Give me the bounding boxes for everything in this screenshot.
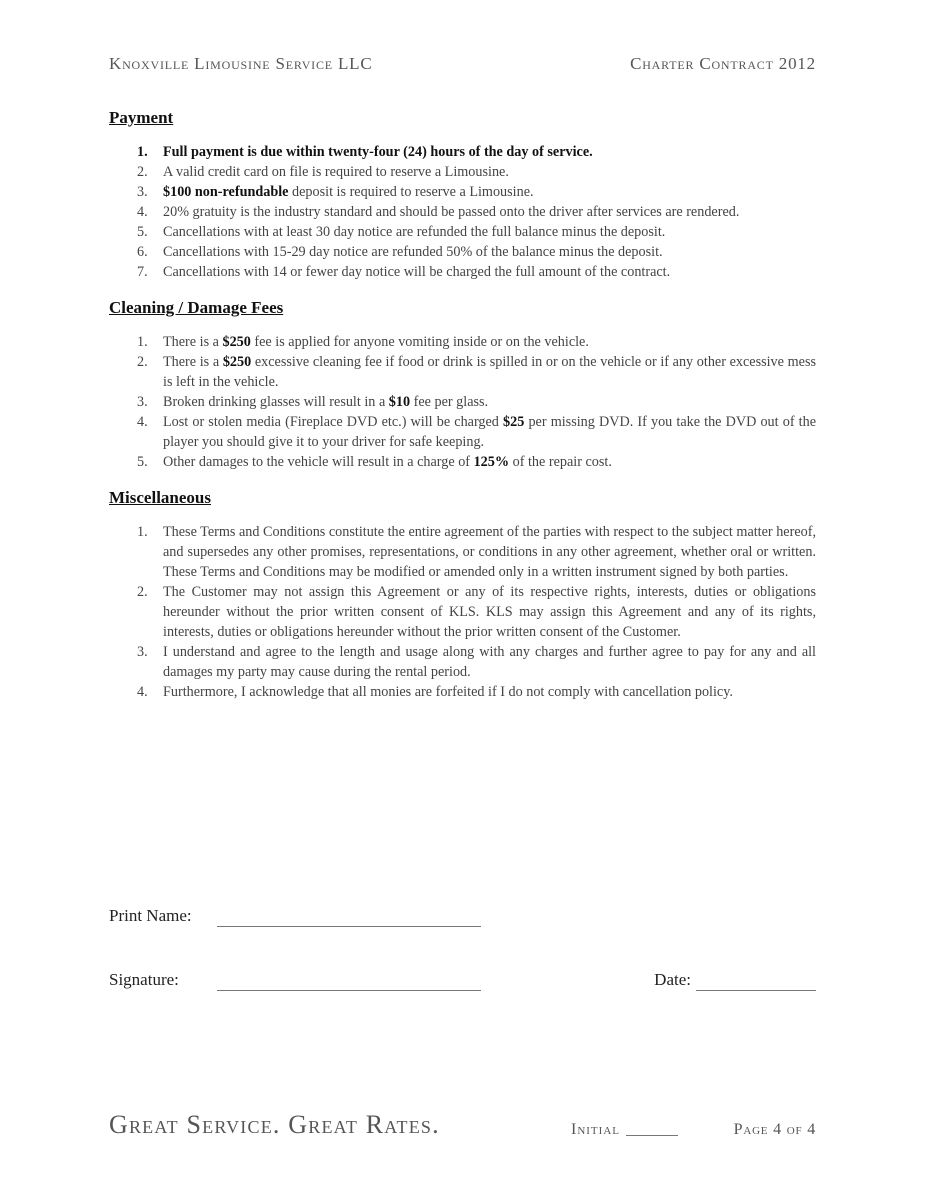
page-footer	[109, 1110, 816, 1150]
list-item-text	[163, 412, 816, 452]
initial-line[interactable]	[626, 1135, 678, 1136]
list-item-text	[163, 332, 816, 352]
list-item-text	[163, 452, 816, 472]
misc-section	[109, 488, 816, 702]
signature-row	[109, 970, 816, 1000]
list-item-number-text: 4.	[137, 204, 148, 220]
list-item-number-text: 3.	[137, 184, 148, 200]
text-run: These Terms and Conditions constitute the entire agreement of the parties with respect to the subject matter hereof, and supersedes any other promises, representations, or conditions in any other agreement, whether oral or written. These Terms and Conditions may be modified or amended only in a written instrument signed by both parties.	[163, 524, 816, 580]
text-run: Cancellations with 15-29 day notice are refunded 50% of the balance minus the deposit.	[163, 244, 663, 260]
list-item-text	[163, 142, 816, 162]
document-title: Charter Contract 2012	[630, 54, 816, 73]
text-run: of the repair cost.	[509, 454, 612, 470]
list-item-number-text: 6.	[137, 244, 148, 260]
list-item-text	[163, 352, 816, 392]
list-item-number-text: 5.	[137, 224, 148, 240]
list-item-number-text: 3.	[137, 644, 148, 660]
list-item-text	[163, 392, 816, 412]
list-item-number	[109, 222, 163, 242]
misc-item	[109, 582, 816, 642]
cleaning-item	[109, 452, 816, 472]
list-item-number-text: 2.	[137, 354, 148, 370]
payment-item	[109, 222, 816, 242]
list-item-text	[163, 222, 816, 242]
list-item-text	[163, 582, 816, 642]
text-run: I understand and agree to the length and usage along with any charges and further agree to pay for any and all damages my party may cause during the rental period.	[163, 644, 816, 680]
text-run: The Customer may not assign this Agreement or any of its respective rights, interests, duties or obligations hereunder without the prior written consent of KLS. KLS may assign this Agreement and any of its rights, interests, duties or obligations hereunder without the prior written consent of the Customer.	[163, 584, 816, 640]
list-item-number	[109, 582, 163, 602]
list-item-number-text: 7.	[137, 264, 148, 280]
misc-item	[109, 682, 816, 702]
emphasized-text: Full payment is due within twenty-four (24) hours of the day of service.	[163, 144, 593, 160]
page-header	[109, 54, 816, 74]
payment-item	[109, 242, 816, 262]
list-item-number-text: 1.	[137, 334, 148, 350]
list-item-number	[109, 332, 163, 352]
text-run: excessive cleaning fee if food or drink is spilled in or on the vehicle or if any other excessive mess is left in the vehicle.	[163, 354, 816, 390]
text-run: 20% gratuity is the industry standard and should be passed onto the driver after services are rendered.	[163, 204, 740, 220]
list-item-text	[163, 682, 816, 702]
text-run: There is a	[163, 334, 223, 350]
initial-field	[571, 1121, 678, 1139]
misc-list	[109, 522, 816, 702]
emphasized-text: $25	[503, 414, 525, 430]
date-line[interactable]	[696, 990, 816, 991]
list-item-text	[163, 522, 816, 582]
signature-label: Signature:	[109, 970, 179, 989]
cleaning-item	[109, 392, 816, 412]
list-item-number	[109, 682, 163, 702]
payment-list	[109, 142, 816, 282]
emphasized-text: $250	[222, 334, 251, 350]
text-run: fee per glass.	[410, 394, 489, 410]
list-item-number	[109, 162, 163, 182]
payment-item	[109, 182, 816, 202]
emphasized-text: $250	[222, 354, 252, 370]
list-item-text	[163, 642, 816, 682]
list-item-number-text: 4.	[137, 414, 148, 430]
cleaning-item	[109, 332, 816, 352]
text-run: per missing DVD. If you take the DVD out of the player you should give it to your driver for safe keeping.	[163, 414, 817, 450]
list-item-number	[109, 642, 163, 662]
list-item-number-text: 2.	[137, 584, 148, 600]
date-label: Date:	[654, 970, 691, 989]
list-item-number-text: 3.	[137, 394, 148, 410]
list-item-number	[109, 392, 163, 412]
text-run: A valid credit card on file is required to reserve a Limousine.	[163, 164, 509, 180]
list-item-text	[163, 262, 816, 282]
text-run: There is a	[163, 354, 223, 370]
payment-item	[109, 162, 816, 182]
page-number: Page 4 of 4	[733, 1121, 816, 1138]
text-run: Broken drinking glasses will result in a	[163, 394, 389, 410]
cleaning-item	[109, 352, 816, 392]
text-run: Cancellations with 14 or fewer day notice will be charged the full amount of the contract.	[163, 264, 671, 280]
signature-line[interactable]	[217, 990, 481, 991]
payment-item	[109, 262, 816, 282]
payment-item	[109, 202, 816, 222]
payment-section	[109, 108, 816, 282]
cleaning-section	[109, 298, 816, 472]
text-run: Other damages to the vehicle will result in a charge of	[163, 454, 474, 470]
print-name-row	[109, 906, 816, 936]
list-item-number-text: 2.	[137, 164, 148, 180]
list-item-text	[163, 162, 816, 182]
footer-tagline: Great Service. Great Rates.	[109, 1110, 440, 1139]
terms-content	[109, 108, 816, 718]
list-item-number-text: 1.	[137, 524, 148, 540]
list-item-number	[109, 452, 163, 472]
list-item-number	[109, 202, 163, 222]
list-item-number	[109, 352, 163, 372]
print-name-label: Print Name:	[109, 906, 192, 925]
list-item-number	[109, 242, 163, 262]
misc-item	[109, 522, 816, 582]
text-run: fee is applied for anyone vomiting inside or on the vehicle.	[250, 334, 589, 350]
cleaning-item	[109, 412, 816, 452]
list-item-number	[109, 182, 163, 202]
list-item-text	[163, 202, 816, 222]
list-item-number-text: 5.	[137, 454, 148, 470]
list-item-text	[163, 182, 816, 202]
payment-heading: Payment	[109, 108, 174, 127]
list-item-number	[109, 142, 163, 162]
misc-item	[109, 642, 816, 682]
payment-item	[109, 142, 816, 162]
cleaning-heading: Cleaning / Damage Fees	[109, 298, 284, 317]
text-run: Cancellations with at least 30 day notice are refunded the full balance minus the deposit.	[163, 224, 666, 240]
list-item-text	[163, 242, 816, 262]
list-item-number	[109, 262, 163, 282]
cleaning-list	[109, 332, 816, 472]
emphasized-text: $10	[388, 394, 411, 410]
emphasized-text: $100 non-refundable	[163, 184, 289, 200]
list-item-number-text: 4.	[137, 684, 148, 700]
list-item-number	[109, 522, 163, 542]
list-item-number-text: 1.	[137, 144, 148, 160]
company-name: Knoxville Limousine Service LLC	[109, 54, 373, 73]
initial-label: Initial	[571, 1121, 620, 1138]
text-run: deposit is required to reserve a Limousine.	[288, 184, 534, 200]
misc-heading: Miscellaneous	[109, 488, 211, 507]
list-item-number	[109, 412, 163, 432]
text-run: Lost or stolen media (Fireplace DVD etc.) will be charged	[163, 414, 504, 430]
text-run: Furthermore, I acknowledge that all monies are forfeited if I do not comply with cancellation policy.	[163, 684, 733, 700]
emphasized-text: 125%	[473, 454, 510, 470]
print-name-line[interactable]	[217, 926, 481, 927]
